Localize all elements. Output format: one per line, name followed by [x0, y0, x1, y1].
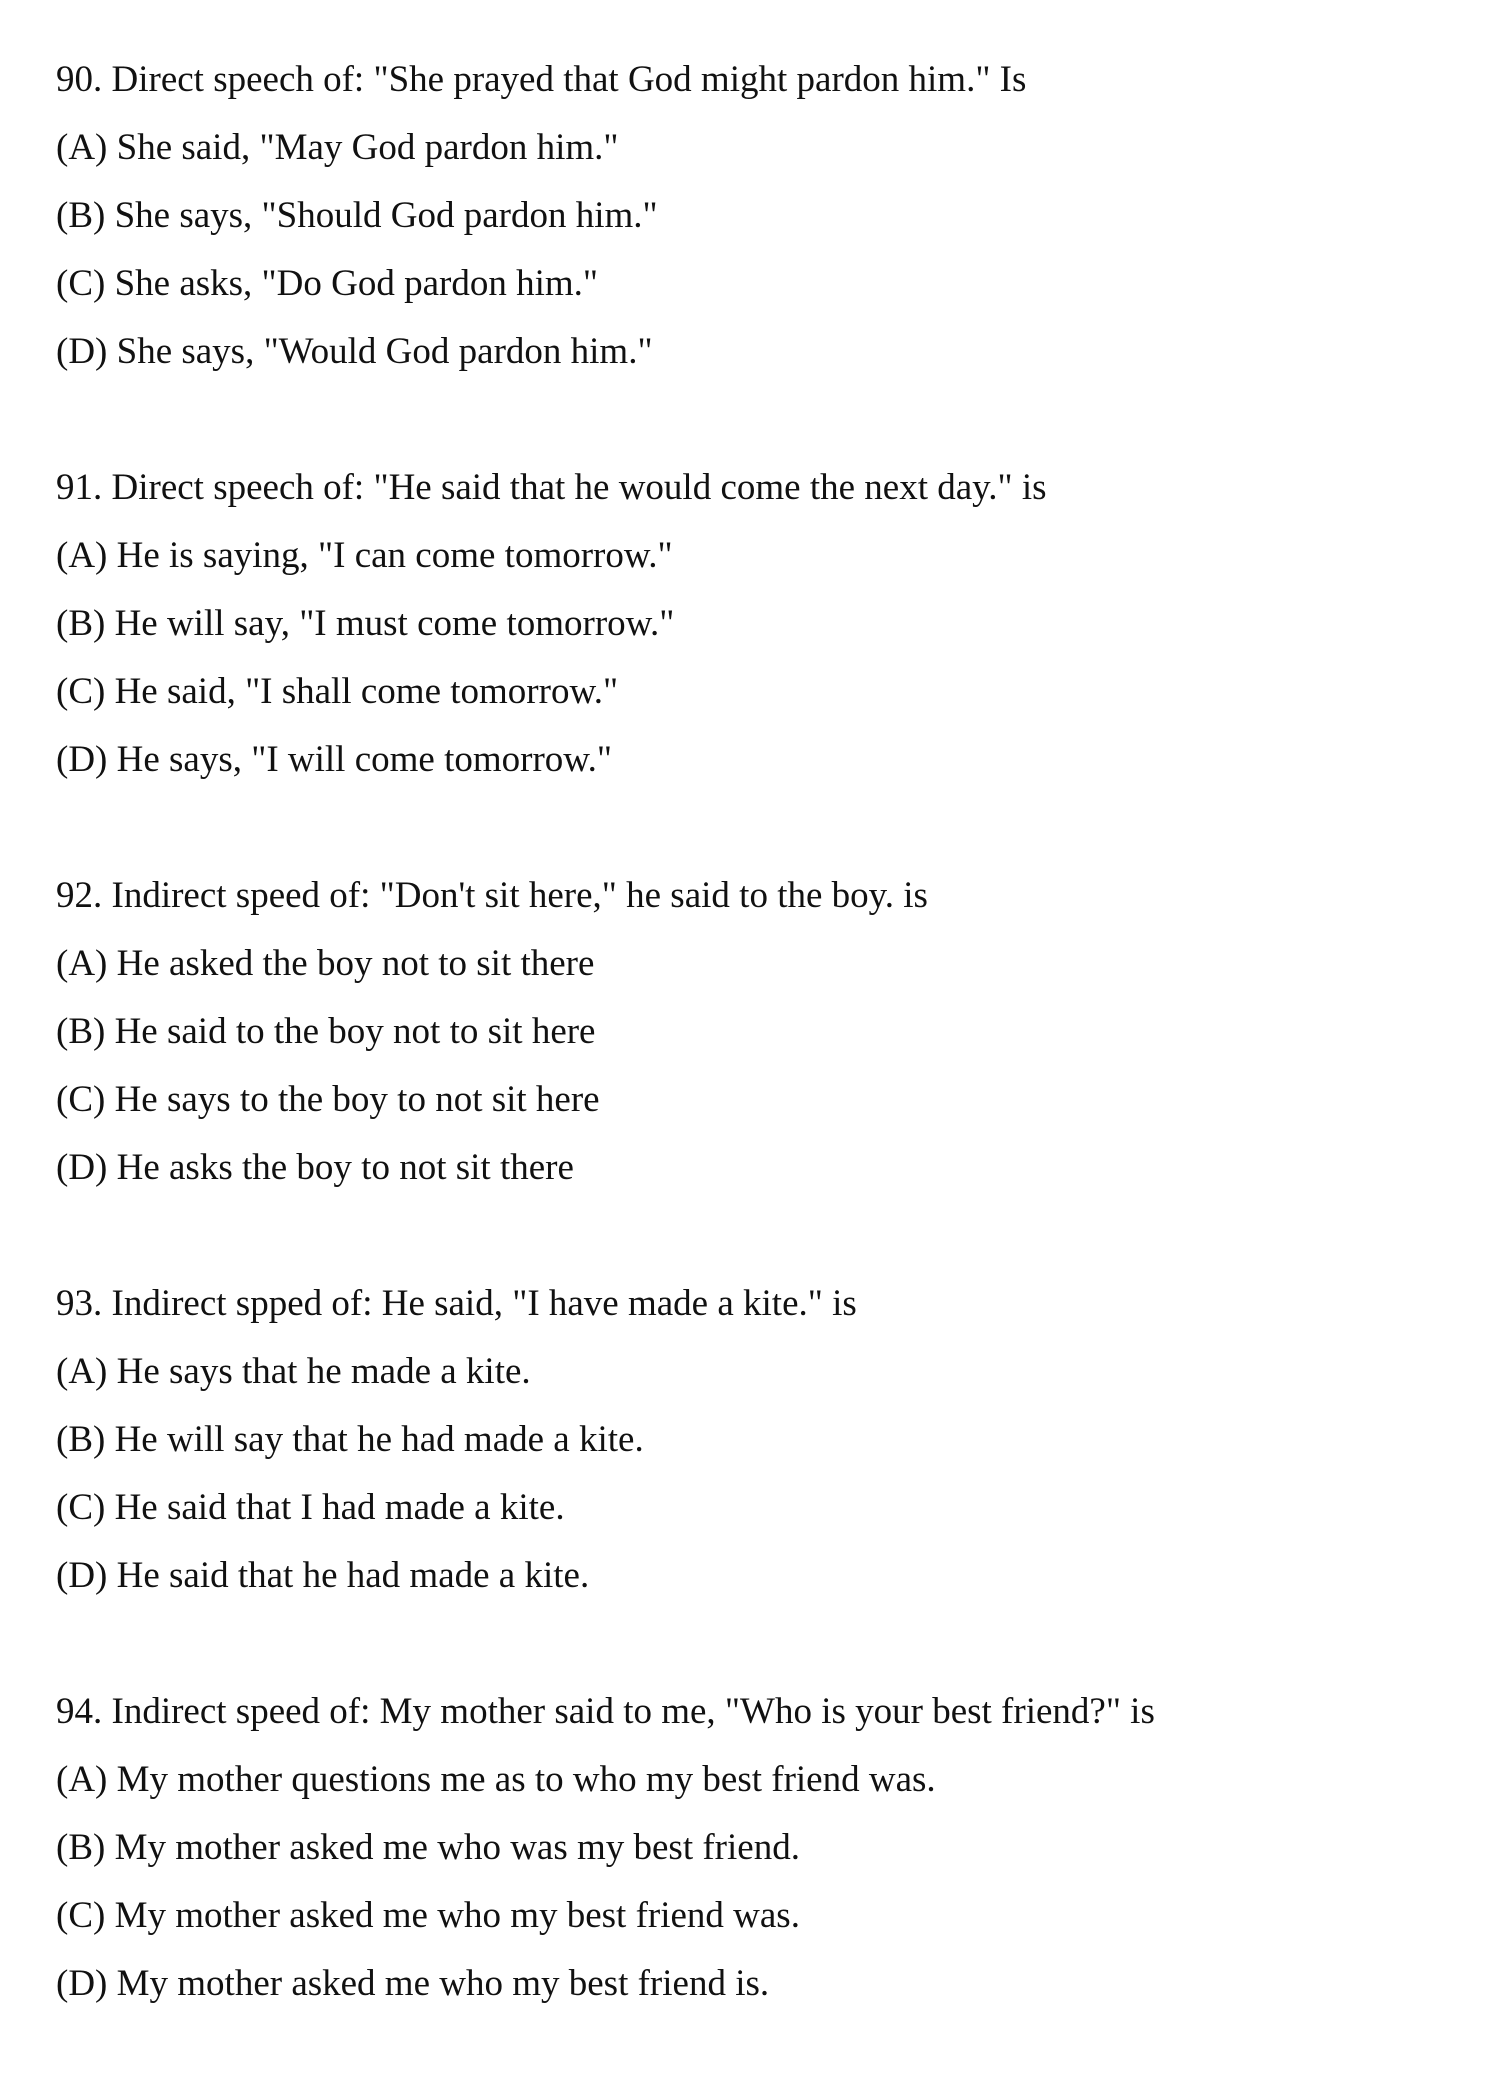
question-stem: 92. Indirect speed of: "Don't sit here," he said to the boy. is [56, 875, 928, 916]
question-stem: 93. Indirect spped of: He said, "I have made a kite." is [56, 1283, 857, 1324]
option-b: (B) My mother asked me who was my best friend. [56, 1827, 800, 1868]
option-a: (A) My mother questions me as to who my best friend was. [56, 1759, 936, 1800]
option-b: (B) She says, "Should God pardon him." [56, 195, 658, 236]
option-d: (D) She says, "Would God pardon him." [56, 331, 653, 372]
option-a: (A) She said, "May God pardon him." [56, 127, 619, 168]
question-stem: 94. Indirect speed of: My mother said to me, "Who is your best friend?" is [56, 1691, 1155, 1732]
question-93 [56, 1270, 1465, 1610]
question-92 [56, 862, 1465, 1202]
option-d: (D) He said that he had made a kite. [56, 1555, 590, 1596]
option-d: (D) He says, "I will come tomorrow." [56, 739, 612, 780]
question-94 [56, 1678, 1465, 2018]
option-a: (A) He is saying, "I can come tomorrow." [56, 535, 673, 576]
option-b: (B) He will say that he had made a kite. [56, 1419, 644, 1460]
question-page [56, 46, 1465, 2086]
option-c: (C) He said, "I shall come tomorrow." [56, 671, 619, 712]
option-a: (A) He says that he made a kite. [56, 1351, 531, 1392]
option-c: (C) My mother asked me who my best friend was. [56, 1895, 800, 1936]
option-c: (C) He said that I had made a kite. [56, 1487, 565, 1528]
question-stem: 91. Direct speech of: "He said that he would come the next day." is [56, 467, 1047, 508]
question-91 [56, 454, 1465, 794]
option-c: (C) She asks, "Do God pardon him." [56, 263, 598, 304]
option-b: (B) He will say, "I must come tomorrow." [56, 603, 675, 644]
option-d: (D) He asks the boy to not sit there [56, 1147, 574, 1188]
option-c: (C) He says to the boy to not sit here [56, 1079, 600, 1120]
question-90 [56, 46, 1465, 386]
option-a: (A) He asked the boy not to sit there [56, 943, 595, 984]
option-d: (D) My mother asked me who my best friend is. [56, 1963, 770, 2004]
option-b: (B) He said to the boy not to sit here [56, 1011, 596, 1052]
question-stem: 90. Direct speech of: "She prayed that God might pardon him." Is [56, 59, 1027, 100]
